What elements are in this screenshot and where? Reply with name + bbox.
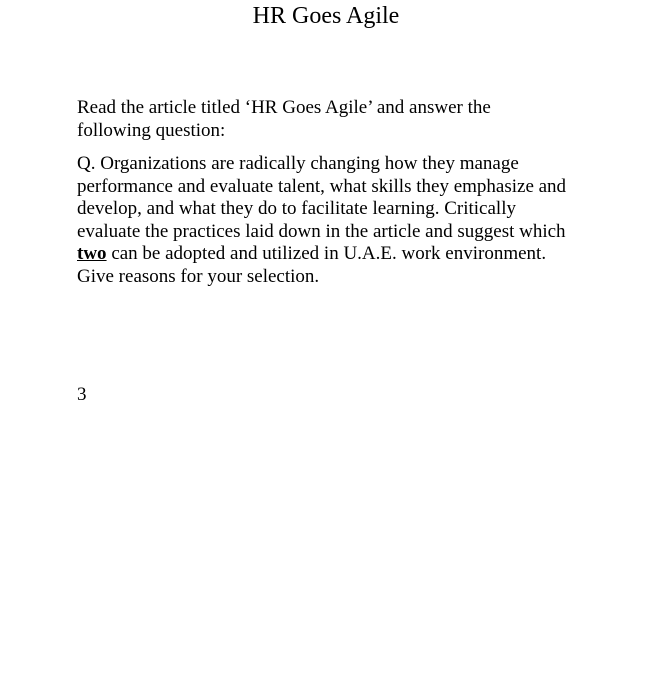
question-line: develop, and what they do to facilitate learning. Critically <box>77 198 516 219</box>
instructions-line: Read the article titled ‘HR Goes Agile’ and answer the <box>77 97 491 118</box>
emphasized-word: two <box>77 243 107 264</box>
instructions-line: following question: <box>77 119 226 141</box>
question-line: Q. Organizations are radically changing how they manage <box>77 153 519 174</box>
marks-label: 3 <box>77 384 87 405</box>
question-line <box>77 243 597 266</box>
question-line: Give reasons for your selection. <box>77 265 320 287</box>
instructions-paragraph <box>77 97 597 142</box>
question-paragraph <box>77 153 597 288</box>
question-line: performance and evaluate talent, what skills they emphasize and <box>77 175 567 197</box>
question-line: evaluate the practices laid down in the article and suggest which <box>77 220 566 242</box>
document-title: HR Goes Agile <box>252 3 400 29</box>
question-line-rest: can be adopted and utilized in U.A.E. work environment. <box>106 243 547 264</box>
